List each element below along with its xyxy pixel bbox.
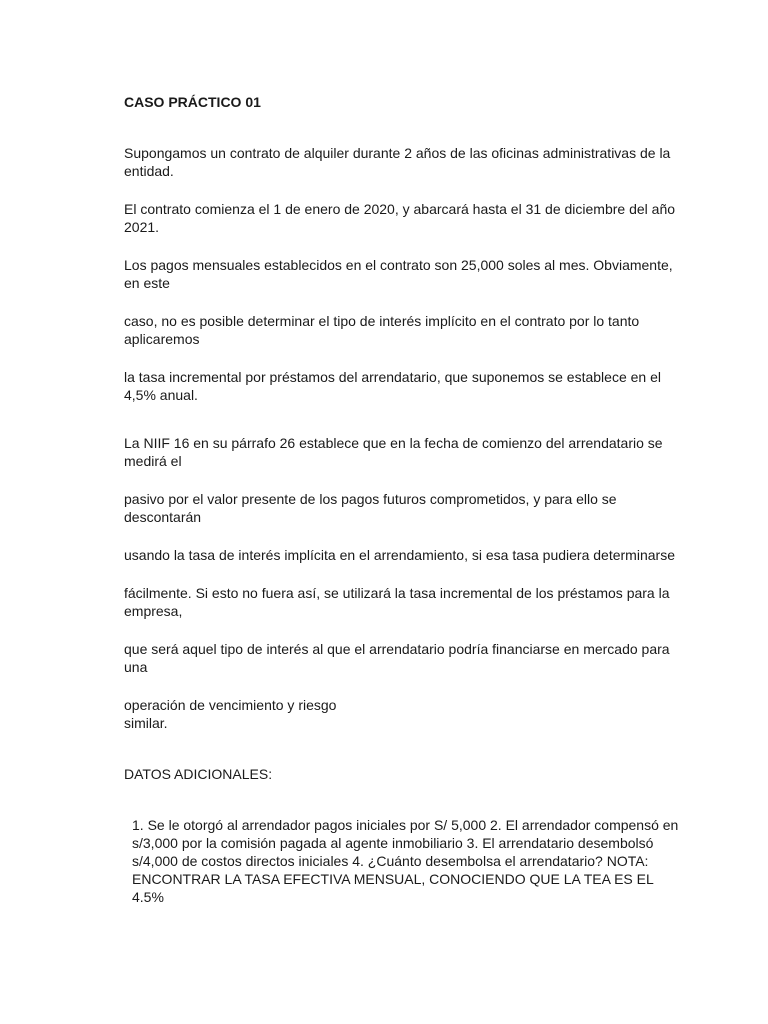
paragraph-line: pasivo por el valor presente de los pagos futuros comprometidos, y para ello se <box>124 491 617 507</box>
paragraph-line: usando la tasa de interés implícita en el arrendamiento, si esa tasa pudiera determinarse <box>124 547 675 563</box>
list-line: s/4,000 de costos directos iniciales 4. ¿Cuánto desembolsa el arrendatario? NOTA: <box>132 853 649 869</box>
paragraph-line: medirá el <box>124 453 182 469</box>
paragraph-line: El contrato comienza el 1 de enero de 2020, y abarcará hasta el 31 de diciembre del año <box>124 201 676 217</box>
paragraph-line: Los pagos mensuales establecidos en el contrato son 25,000 soles al mes. Obviamente, <box>124 257 673 273</box>
section-heading: DATOS ADICIONALES: <box>124 766 273 782</box>
paragraph-line: La NIIF 16 en su párrafo 26 establece que en la fecha de comienzo del arrendatario se <box>124 435 663 451</box>
paragraph-line: operación de vencimiento y riesgo <box>124 697 337 713</box>
list-line: 1. Se le otorgó al arrendador pagos iniciales por S/ 5,000 2. El arrendador compensó en <box>132 817 679 833</box>
paragraph-line: en este <box>124 275 170 291</box>
paragraph-line: descontarán <box>124 509 202 525</box>
paragraph-line: 2021. <box>124 219 160 235</box>
paragraph-line: aplicaremos <box>124 331 200 347</box>
list-line: s/3,000 por la comisión pagada al agente inmobiliario 3. El arrendatario desembolsó <box>132 835 654 851</box>
list-line: 4.5% <box>132 889 164 905</box>
list-line: ENCONTRAR LA TASA EFECTIVA MENSUAL, CONOCIENDO QUE LA TEA ES EL <box>132 871 654 887</box>
paragraph-line: entidad. <box>124 163 174 179</box>
paragraph-line: Supongamos un contrato de alquiler durante 2 años de las oficinas administrativas de la <box>124 145 671 161</box>
paragraph-line: caso, no es posible determinar el tipo de interés implícito en el contrato por lo tanto <box>124 313 640 329</box>
paragraph-line: la tasa incremental por préstamos del arrendatario, que suponemos se establece en el <box>124 369 661 385</box>
paragraph-line: 4,5% anual. <box>124 387 198 403</box>
paragraph-line: similar. <box>124 715 168 731</box>
document-title: CASO PRÁCTICO 01 <box>124 94 261 110</box>
paragraph-line: una <box>124 659 148 675</box>
paragraph-line: que será aquel tipo de interés al que el arrendatario podría financiarse en mercado para <box>124 641 670 657</box>
paragraph-line: empresa, <box>124 603 183 619</box>
paragraph-line: fácilmente. Si esto no fuera así, se utilizará la tasa incremental de los préstamos para la <box>124 585 670 601</box>
